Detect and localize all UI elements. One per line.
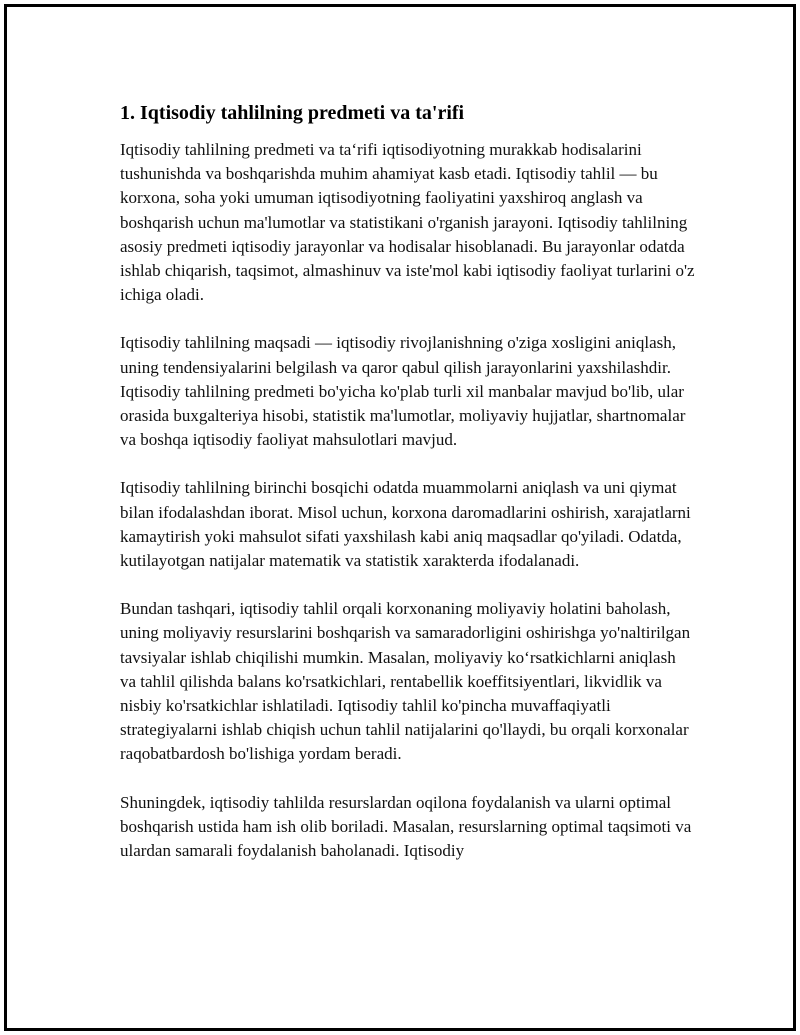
section-heading: 1. Iqtisodiy tahlilning predmeti va ta'rifi <box>120 102 465 124</box>
paragraph-4: Bundan tashqari, iqtisodiy tahlil orqali korxonaning moliyaviy holatini baholash, uning moliyaviy resurslarini boshqarish va samaradorligini oshirishga yo'naltirilgan tavsiyalar ishlab chiqilishi mumkin. Masalan, moliyaviy koʻrsatkichlarni aniqlash va tahlil qilishda balans ko'rsatkichlari, rentabellik koeffitsiyentlari, likvidlik va nisbiy ko'rsatkichlar ishlatiladi. Iqtisodiy tahlil ko'pincha muvaffaqiyatli strategiyalarni ishlab chiqish uchun tahlil natijalarini qo'llaydi, bu orqali korxonalar raqobatbardosh bo'lishiga yordam beradi. <box>120 599 691 764</box>
page-frame <box>4 4 796 1031</box>
paragraph-5: Shuningdek, iqtisodiy tahlilda resurslardan oqilona foydalanish va ularni optimal boshqarish ustida ham ish olib boriladi. Masalan, resurslarning optimal taqsimoti va ulardan samarali foydalanish baholanadi. Iqtisodiy <box>120 792 692 861</box>
document-body <box>120 100 695 887</box>
paragraph-2: Iqtisodiy tahlilning maqsadi — iqtisodiy rivojlanishning o'ziga xosligini aniqlash, uning tendensiyalarini belgilash va qaror qabul qilish jarayonlarini yaxshilashdir. Iqtisodiy tahlilning predmeti bo'yicha ko'plab turli xil manbalar mavjud bo'lib, ular orasida buxgalteriya hisobi, statistik ma'lumotlar, moliyaviy hujjatlar, shartnomalar va boshqa iqtisodiy faoliyat mahsulotlari mavjud. <box>120 333 686 450</box>
paragraph-3: Iqtisodiy tahlilning birinchi bosqichi odatda muammolarni aniqlash va uni qiymat bilan ifodalashdan iborat. Misol uchun, korxona daromadlarini oshirish, xarajatlarni kamaytirish yoki mahsulot sifati yaxshilash kabi aniq maqsadlar qo'yiladi. Odatda, kutilayotgan natijalar matematik va statistik xarakterda ifodalanadi. <box>120 478 691 571</box>
paragraph-1: Iqtisodiy tahlilning predmeti va taʻrifi iqtisodiyotning murakkab hodisalarini tushunishda va boshqarishda muhim ahamiyat kasb etadi. Iqtisodiy tahlil — bu korxona, soha yoki umuman iqtisodiyotning faoliyatini yaxshiroq anglash va boshqarish uchun ma'lumotlar va statistikani o'rganish jarayoni. Iqtisodiy tahlilning asosiy predmeti iqtisodiy jarayonlar va hodisalar hisoblanadi. Bu jarayonlar odatda ishlab chiqarish, taqsimot, almashinuv va iste'mol kabi iqtisodiy faoliyat turlarini o'z ichiga oladi. <box>120 140 695 305</box>
